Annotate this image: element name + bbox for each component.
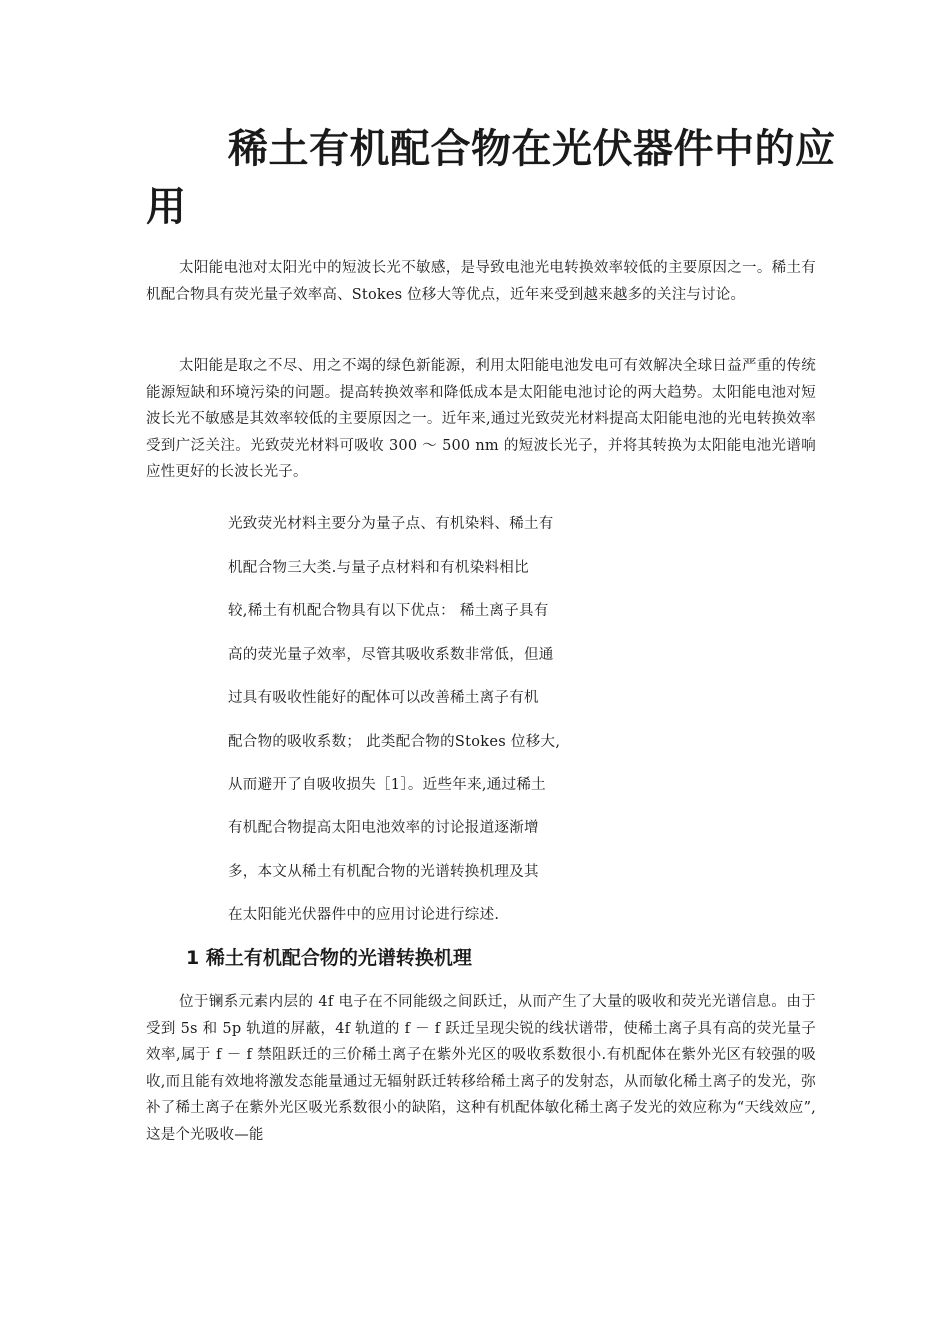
section-heading: 1 稀土有机配合物的光谱转换机理 [186,947,472,969]
abstract-paragraph: 太阳能电池对太阳光中的短波长光不敏感，是导致电池光电转换效率较低的主要原因之一。稀土有机配合物具有荧光量子效率高、Stokes 位移大等优点，近年来受到越来越多的关注与讨论。 [146,260,816,303]
narrow-line: 高的荧光量子效率，尽管其吸收系数非常低，但通 [228,647,554,663]
narrow-line: 有机配合物提高太阳电池效率的讨论报道逐渐增 [228,820,539,836]
narrow-line: 过具有吸收性能好的配体可以改善稀土离子有机 [228,690,539,706]
intro-paragraph: 太阳能是取之不尽、用之不竭的绿色新能源，利用太阳能电池发电可有效解决全球日益严重的传统能源短缺和环境污染的问题。提高转换效率和降低成本是太阳能电池讨论的两大趋势。太阳能电池对短波长光不敏感是其效率较低的主要原因之一。近年来,通过光致荧光材料提高太阳能电池的光电转换效率受到广泛关注。光致荧光材料可吸收 300 ～ 500 nm 的短波长光子，并将其转换为太阳能电池光谱响应性更好的长波长光子。 [146,358,816,481]
narrow-line: 光致荧光材料主要分为量子点、有机染料、稀土有 [228,516,554,532]
narrow-line: 机配合物三大类.与量子点材料和有机染料相比 [228,560,529,576]
narrow-line: 从而避开了自吸收损失［1］。近些年来,通过稀土 [228,777,546,793]
narrow-line: 较,稀土有机配合物具有以下优点： 稀土离子具有 [228,603,549,619]
narrow-line: 在太阳能光伏器件中的应用讨论进行综述. [228,907,500,923]
narrow-line: 多，本文从稀土有机配合物的光谱转换机理及其 [228,864,539,880]
narrow-line: 配合物的吸收系数； 此类配合物的Stokes 位移大, [228,734,561,750]
section-paragraph: 位于镧系元素内层的 4f 电子在不同能级之间跃迁，从而产生了大量的吸收和荧光光谱信息。由于受到 5s 和 5p 轨道的屏蔽，4f 轨道的 f － f 跃迁呈现尖锐的线状谱带，使稀土离子具有高的荧光量子效率,属于 f － f 禁阻跃迁的三价稀土离子在紫外光区的吸收系数很小.有机配体在紫外光区有较强的吸收,而且能有效地将激发态能量通过无辐射跃迁转移给稀土离子的发射态，从而敏化稀土离子的发光，弥补了稀土离子在紫外光区吸光系数很小的缺陷，这种有机配体敏化稀土离子发光的效应称为“天线效应”,这是个光吸收—能 [146,994,816,1143]
document-title: 稀土有机配合物在光伏器件中的应用 [146,126,836,230]
